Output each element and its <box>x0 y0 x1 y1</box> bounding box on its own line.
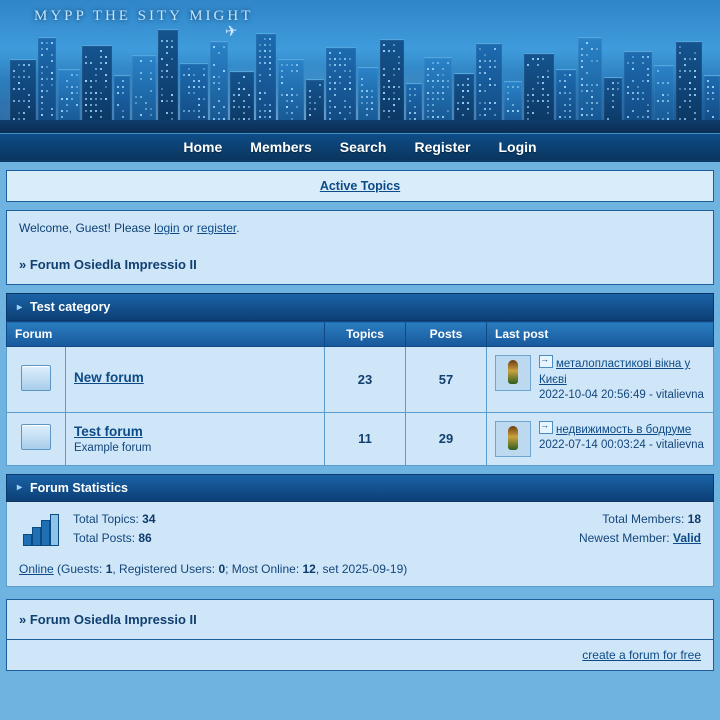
register-link[interactable]: register <box>196 221 237 235</box>
breadcrumb: » Forum Osiedla Impressio II <box>19 257 197 272</box>
online-part1: (Guests: <box>53 561 106 576</box>
newest-member-row <box>579 531 701 545</box>
forum-last-post-cell <box>487 412 714 465</box>
online-summary <box>19 562 701 576</box>
total-members-label: Total Members: <box>602 511 685 526</box>
header-forum: Forum <box>7 322 325 347</box>
forum-link-new-forum[interactable]: New forum <box>74 370 144 386</box>
airplane-icon: ✈ <box>223 22 239 41</box>
last-post-meta: 2022-07-14 00:03:24 - vitalievna <box>539 439 704 452</box>
main-navigation <box>0 133 720 160</box>
welcome-panel <box>6 210 714 285</box>
nav-home[interactable]: Home <box>183 139 223 155</box>
forum-table-header-row <box>7 322 714 347</box>
table-row <box>7 347 714 413</box>
forum-title <box>74 424 316 439</box>
newest-member-link[interactable]: Valid <box>672 530 701 545</box>
active-topics-bar <box>6 170 714 202</box>
nav-login[interactable]: Login <box>498 139 537 155</box>
forum-last-post-cell <box>487 347 714 413</box>
total-posts-label: Total Posts: <box>73 530 136 545</box>
forum-link-test-forum[interactable]: Test forum <box>74 423 143 439</box>
nav-members[interactable]: Members <box>250 139 312 155</box>
last-post-link[interactable]: недвижимость в бодруме <box>556 423 692 436</box>
online-link[interactable]: Online <box>19 561 54 576</box>
nav-register[interactable]: Register <box>414 139 471 155</box>
forum-icon-cell <box>7 347 66 413</box>
last-post-meta: 2022-10-04 20:56:49 - vitalievna <box>539 389 704 402</box>
most-online-count: 12 <box>302 561 316 576</box>
total-topics-value: 34 <box>142 511 156 526</box>
content-wrap <box>0 170 720 671</box>
bar-chart-icon <box>23 516 57 546</box>
goto-post-icon[interactable] <box>539 421 553 434</box>
registered-count: 0 <box>218 561 226 576</box>
folder-icon <box>21 365 51 391</box>
statistics-title: Forum Statistics <box>30 480 128 495</box>
last-post-link[interactable]: металопластикові вікна у Києві <box>539 358 691 386</box>
welcome-or: or <box>179 221 197 235</box>
forum-table <box>6 321 714 466</box>
avatar <box>495 421 531 457</box>
header-topics: Topics <box>325 322 406 347</box>
welcome-suffix: . <box>236 221 240 235</box>
nav-search[interactable]: Search <box>339 139 387 155</box>
statistics-body <box>6 502 714 587</box>
goto-post-icon[interactable] <box>539 355 553 368</box>
active-topics-link[interactable]: Active Topics <box>319 179 401 193</box>
forum-posts-count: 57 <box>406 347 487 413</box>
forum-description: Example forum <box>74 441 152 454</box>
avatar <box>495 355 531 391</box>
forum-icon-cell <box>7 412 66 465</box>
online-part3: ; Most Online: <box>225 561 303 576</box>
guests-count: 1 <box>105 561 113 576</box>
total-topics-label: Total Topics: <box>73 511 139 526</box>
category-header <box>6 293 714 321</box>
statistics-left-column <box>73 512 156 550</box>
city-skyline <box>0 10 720 130</box>
category-title: Test category <box>30 300 111 314</box>
chevron-right-icon: ▸ <box>17 301 23 313</box>
welcome-prefix: Welcome, Guest! Please <box>19 221 155 235</box>
total-members-value: 18 <box>687 511 701 526</box>
footer-link-bar <box>6 640 714 671</box>
statistics-header <box>6 474 714 502</box>
total-topics-row <box>73 512 156 526</box>
site-banner <box>0 0 720 162</box>
folder-icon <box>21 424 51 450</box>
statistics-right-column <box>579 512 701 550</box>
total-posts-row <box>73 531 156 545</box>
welcome-text <box>19 221 701 235</box>
forum-topics-count: 11 <box>325 412 406 465</box>
forum-posts-count: 29 <box>406 412 487 465</box>
login-link[interactable]: login <box>154 221 180 235</box>
footer-breadcrumb: » Forum Osiedla Impressio II <box>6 599 714 640</box>
site-logo: MYPP THE SITY MIGHT <box>34 8 254 24</box>
newest-member-label: Newest Member: <box>578 530 670 545</box>
forum-info-cell <box>66 412 325 465</box>
create-forum-link[interactable]: create a forum for free <box>582 647 701 662</box>
online-part2: , Registered Users: <box>112 561 219 576</box>
header-last-post: Last post <box>487 322 714 347</box>
forum-info-cell <box>66 347 325 413</box>
online-part4: , set 2025-09-19) <box>315 561 408 576</box>
forum-topics-count: 23 <box>325 347 406 413</box>
forum-title <box>74 370 316 385</box>
header-posts: Posts <box>406 322 487 347</box>
total-members-row <box>579 512 701 526</box>
table-row <box>7 412 714 465</box>
total-posts-value: 86 <box>138 530 152 545</box>
chevron-right-icon: ▸ <box>17 482 23 494</box>
